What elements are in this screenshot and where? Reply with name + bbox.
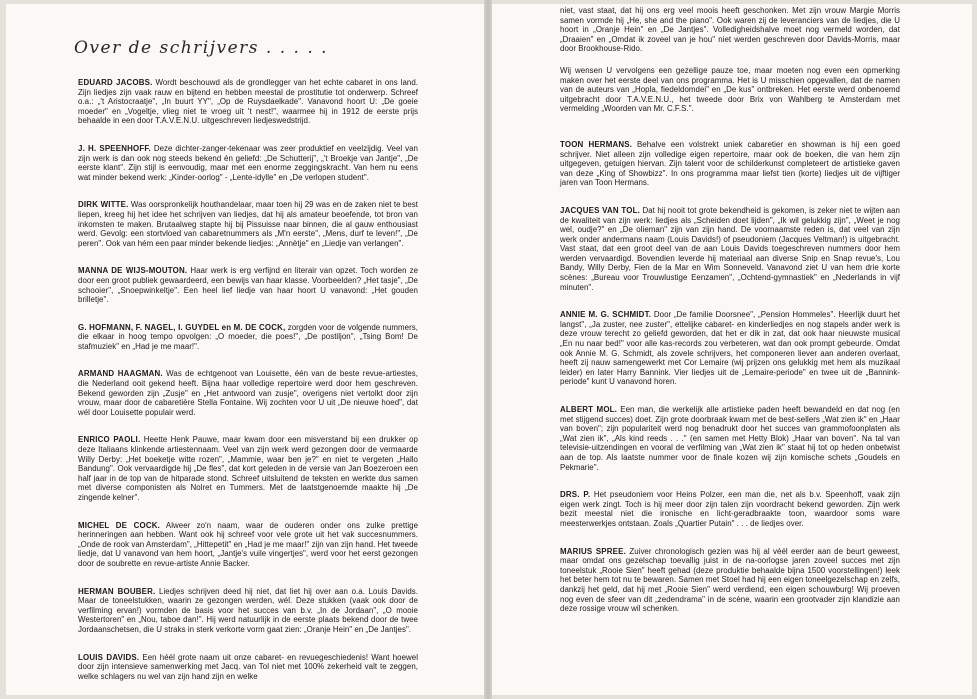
author-name: HERMAN BOUBER. xyxy=(78,586,156,596)
author-paragraph xyxy=(78,653,418,682)
right-page xyxy=(492,4,972,695)
author-paragraph xyxy=(78,266,418,304)
author-paragraph xyxy=(560,405,900,472)
author-entry xyxy=(78,200,418,248)
author-text: Een héél grote naam uit onze cabaret- en revuegeschiedenis! Want hoewel door zijn intensieve samenwerking met Jacq. van Tol niet met 100% zekerheid valt te zeggen, welke schlagers nu wel van zijn hand zijn en welke xyxy=(78,652,419,681)
author-entry xyxy=(78,653,418,682)
author-name: EDUARD JACOBS. xyxy=(78,78,153,87)
author-text: Behalve een volstrekt uniek cabaretier en showman is hij een goed schrijver. Niet alleen zijn volledige eigen repertoire, maar ook de boeken, die van hem zijn uitgegeven, getuigen hiervan. Zijn talent voor de schilderkunst completeert de artistieke gaven van deze „King of Showbizz". In ons programma maar liefst tien (korte) liedjes uit de vijftiger jaren van Toon Hermans. xyxy=(560,139,901,188)
author-entry xyxy=(78,323,418,352)
author-entry xyxy=(560,490,900,528)
author-entry xyxy=(78,435,418,502)
author-name: TOON HERMANS. xyxy=(560,139,633,149)
author-name: ALBERT MOL. xyxy=(560,405,618,414)
author-entry xyxy=(78,266,418,304)
author-name: MARIUS SPREE. xyxy=(560,546,626,556)
author-text: Alweer zo'n naam, waar de ouderen onder ons zulke prettige herinneringen aan hebben. Want ook hij schreef voor vele grote uit het vak succesnummers. „Onde de rook van Amsterdam", „Hittepetit" en „Had je me maar!" zijn van zijn hand. Het tweede liedje, dat U vanavond van hem hoort, „Jantje's vuile vingertjes", werd voor het eerst gezongen door de soubrette en revue-artiste Annie Backer. xyxy=(78,520,419,568)
continued-paragraph xyxy=(560,6,900,54)
author-text: Een man, die werkelijk alle artistieke paden heeft bewandeld en dat nog (en met stijgend succes) doet. Zijn grote doorbraak kwam met de best-sellers „Wat zien ik" en „Haar van boven"; zijn populariteit werd nog benadrukt door het succes van grammofoonplaten als „Wat zien ik", „Als kind reeds . . ." (en samen met Hetty Blok) „Haar van boven". Na tal van televisie-uitzendingen en vooral de verfilming van „Wat zien ik" staat hij tot op heden onbetwist aan de top. Als laatste nummer voor de finale kozen wij zijn komische schets „Goudels en Pekmarie". xyxy=(560,405,900,472)
author-name: DRS. P. xyxy=(560,490,591,500)
author-paragraph xyxy=(78,78,418,126)
author-text: Wordt beschouwd als de grondlegger van het echte cabaret in ons land. Zijn liedjes zijn vaak rauw en bijtend en hebben meestal de prostitutie tot onderwerp. Schreef o.a.: „'t Aristocraatje", „In buurt YY", „Op de Ruysdaelkade". Vanavond hoort U: „De goeie moeder" en „Vogeltje, vlieg niet te vroeg uit 't nest!", waarmee hij in 1912 de eerste prijs behaalde in een door T.A.V.E.N.U. uitgeschreven liedjeswedstrijd. xyxy=(78,78,419,126)
author-entry xyxy=(560,140,900,188)
author-entry xyxy=(78,144,418,182)
author-paragraph xyxy=(560,206,900,292)
author-text: Was de echtgenoot van Louisette, één van de beste revue-artiestes, die Nederland ooit gekend heeft. Bijna haar volledige repertoire werd door hem geschreven. Bekend geworden zijn „Zusje" en „Het antwoord van zusje", overigens niet vertolkt door zijn vrouw, maar door de cabaretière Stella Fontaine. Wij zochten voor U uit „De nieuwe hoed", dat wél door Louisette populair werd. xyxy=(78,369,418,417)
author-text: Dat hij nooit tot grote bekendheid is gekomen, is zeker niet te wijten aan de kwaliteit van zijn werk: liedjes als „Scheiden doet lijden", „Ik wil gelukkig zijn", „Weet je nog wel, oudje?" en „De olieman" zijn van zijn hand. De voornaamste reden is, dat veel van zijn werk onder andermans naam (Louis Davids!) of pseudoniem (Jacques Veltman!) is uitgebracht. Vast staat, dat een groot deel van de aan Louis Davids toegeschreven nummers door hem werden vervaardigd. Bovendien leverde hij materiaal aan diverse Snip en Snap revue's, Lou Bandy, Willy Derby, Fien de la Mar en Wim Sonneveld. Vanavond ziet U van hem drie korte scènes: „Bureau voor Trouwlustige Eenzamen", „Ochtend-gymnastiek" en „Nederlands in vijf minuten". xyxy=(560,205,900,292)
author-paragraph xyxy=(78,435,418,502)
author-paragraph xyxy=(78,369,418,417)
author-paragraph xyxy=(78,323,418,352)
author-text: Zuiver chronologisch gezien was hij al véél eerder aan de beurt geweest, maar omdat ons gezelschap toevallig juist in de na-oorlogse jaren zoveel succes met zijn toneelstuk „Rooie Sien" heeft gehad (deze produktie behaalde bijna 1500 voorstellingen!) leek het beter hem tot nu te bewaren. Samen met Stoel had hij een eigen toneelgezelschap en zelfs, dankzij het geld, dat hij met „Rooie Sien" werd verdiend, een eigen schouwburg! Wij proeven nog even de sfeer van dit „zedendrama" in de scène, waarin een grootvader zijn klandizie aan deze rossige vrouw wil schenken. xyxy=(560,546,900,614)
author-name: ANNIE M. G. SCHMIDT. xyxy=(560,310,652,320)
author-text: Door „De familie Doorsnee", „Pension Hommeles". Heerlijk duurt het langst", „Ja zuster, nee zuster", ettelijke cabaret- en kinderliedjes en nog stapels ander werk is deze vrouw terecht zo geliefd geworden, dat het er dik in zat, dat ook haar nieuwste musical „En nu naar bed!" voor alle kas-records zou verbeteren, wat dan ook prompt gebeurde. Omdat ook Annie M. G. Schmidt, als zovele schrijvers, het componeren liever aan anderen overlaat, heeft zij nauw samengewerkt met Cor Lemaire (wij prijzen ons gelukkig met hem als muzikaal leider) en later Harry Bannink. Vier liedjes uit de „Lemaire-periode" en twee uit de „Bannink-periode" kunt U vanavond horen. xyxy=(560,310,900,387)
author-name: DIRK WITTE. xyxy=(78,200,129,210)
author-paragraph xyxy=(560,490,900,528)
author-text: Deze dichter-zanger-tekenaar was zeer produktief en veelzijdig. Veel van zijn werk is dan ook nog steeds bekend én geliefd: „De Schutterij", „'t Broekje van Jantje", „De eerste klant". Zijn stijl is eenvoudig, maar met een enorme zeggingskracht. Van hem nu eens wat minder bekend werk: „Kinder-oorlog" - „Lente-idylle" en „De verlopen student". xyxy=(78,143,418,182)
author-name: ENRICO PAOLI. xyxy=(78,435,141,445)
author-entry xyxy=(560,547,900,614)
author-entry xyxy=(78,369,418,417)
left-page xyxy=(6,4,484,695)
author-name: MICHEL DE COCK. xyxy=(78,520,161,530)
author-entry xyxy=(78,78,418,126)
author-paragraph xyxy=(560,140,900,188)
right-column xyxy=(560,6,900,632)
page-gutter xyxy=(484,0,492,699)
author-text: Liedjes schrijven deed hij niet, dat liet hij over aan o.a. Louis Davids. Maar de toneelstukken, waarin ze gezongen werden, wél. Deze stukken (vaak ook door de verfilming ervan!) vormden de basis voor het succes van b.v. „In de Jordaan", „O mooie Westertoren" en „Nou, taboe dan!". Hij werd natuurlijk in de eerste plaats bekend door de twee Jordaanschetsen, die U straks in sterk verkorte vorm gaat zien: „Oranje Hein" en „De Jantjes". xyxy=(78,586,418,634)
author-name: JACQUES VAN TOL. xyxy=(560,205,641,215)
page-title: Over de schrijvers . . . . . xyxy=(74,38,329,58)
author-text: Haar werk is erg verfijnd en literair van opzet. Toch worden ze door een groot publiek gewaardeerd, een bewijs van haar klasse. Voorbeelden? „Het tasje", „De schooier", „Snoepwinkeltje". Een heel lief liedje van haar hoort U vanavond: „Het gouden brilletje". xyxy=(78,266,419,305)
author-entry xyxy=(560,310,900,387)
author-paragraph xyxy=(78,200,418,248)
author-entry xyxy=(560,405,900,472)
author-name: LOUIS DAVIDS. xyxy=(78,652,140,662)
left-column xyxy=(78,78,418,695)
author-paragraph xyxy=(560,310,900,387)
author-paragraph xyxy=(560,547,900,614)
author-text: Het pseudoniem voor Heins Polzer, een man die, net als b.v. Speenhoff, vaak zijn eigen werk zingt. Toch is hij meer door zijn talen zijn voordracht bekend geworden. Zijn werk bezit meestal niet die ironische en licht-geradbraakte toon, waardoor soms ware meesterwerkjes ontstaan. Zoals „Quartier Putain" . . . de liedjes over. xyxy=(560,490,900,528)
author-text: zorgden voor de volgende nummers, die elkaar in hoog tempo opvolgen: „O moeder, die poes!", „De postiljon", „Tsing Bom! De stafmuziek" en „Had je me maar!". xyxy=(78,322,418,351)
pause-note-text: Wij wensen U vervolgens een gezellige pauze toe, maar moeten nog even een opmerking maken over het eerste deel van ons programma. Het is U misschien opgevallen, dat de namen van de auteurs van „Hopla, fiedeldomdei" en „De kus" ontbreken. Het eerste werd onbenoemd uitgebracht door T.A.V.E.N.U., het tweede door Brix von Wahlberg te Amsterdam met vermelding „Woorden van Mr. C.F.S.". xyxy=(560,65,900,114)
author-paragraph xyxy=(78,144,418,182)
author-paragraph xyxy=(78,521,418,569)
author-text: Heette Henk Pauwe, maar kwam door een misverstand bij een drukker op deze Italiaans klinkende artiestennaam. Veel van zijn werk werd gezongen door de vermaarde Willy Derby: „Het boeketje witte rozen", „Mammie, waar ben je?" en niet te vergeten „Hallo Bandung". Ook vervaardigde hij „De fles", dat kort geleden in de versie van Jan Boezeroen een half jaar in de top van de hitparade stond. Schreef uitsluitend de teksten en werkte dus samen met diverse componisten als Nolret en Tummers. Met de laatstgenoemde maakte hij „De zingende kelner". xyxy=(78,435,418,502)
author-entry xyxy=(78,521,418,569)
author-name: ARMAND HAAGMAN. xyxy=(78,369,163,379)
author-text: Was oorspronkelijk houthandelaar, maar toen hij 29 was en de zaken niet te best liepen, kreeg hij het idee het schrijven van liedjes, dat hij als amateur beoefende, tot bron van inkomsten te maken. Brutaalweg stapte hij bij Pissuisse naar binnen, die al gauw enthousiast werd. Gevolg: een stortvloed van cabaretnummers als „M'n eerste", „Mens, durf te leven!", „De peren". Ook van hém een paar minder bekende liedjes: „Annètje" en „Liedje van verlangen". xyxy=(78,200,418,248)
author-entry xyxy=(560,206,900,292)
author-name: J. H. SPEENHOFF. xyxy=(78,143,151,153)
author-entry xyxy=(78,587,418,635)
author-paragraph xyxy=(78,587,418,635)
author-name: MANNA DE WIJS-MOUTON. xyxy=(78,266,188,276)
continued-text: niet, vast staat, dat hij ons erg veel moois heeft geschonken. Met zijn vrouw Margie Morris samen vormde hij „He, she and the piano". Ook waren zij de leveranciers van de liedjes, die U hoort in „Oranje Hein" en „De Jantjes". Volledigheidshalve moet nog vermeld worden, dat „Draaien" en „Omdat ik zoveel van je hou" niet werden geschreven door Davids-Morris, maar door Brookhouse-Rido. xyxy=(560,6,900,54)
author-name: G. HOFMANN, F. NAGEL, I. GUYDEL en M. DE COCK, xyxy=(78,322,286,332)
pause-note xyxy=(560,66,900,114)
